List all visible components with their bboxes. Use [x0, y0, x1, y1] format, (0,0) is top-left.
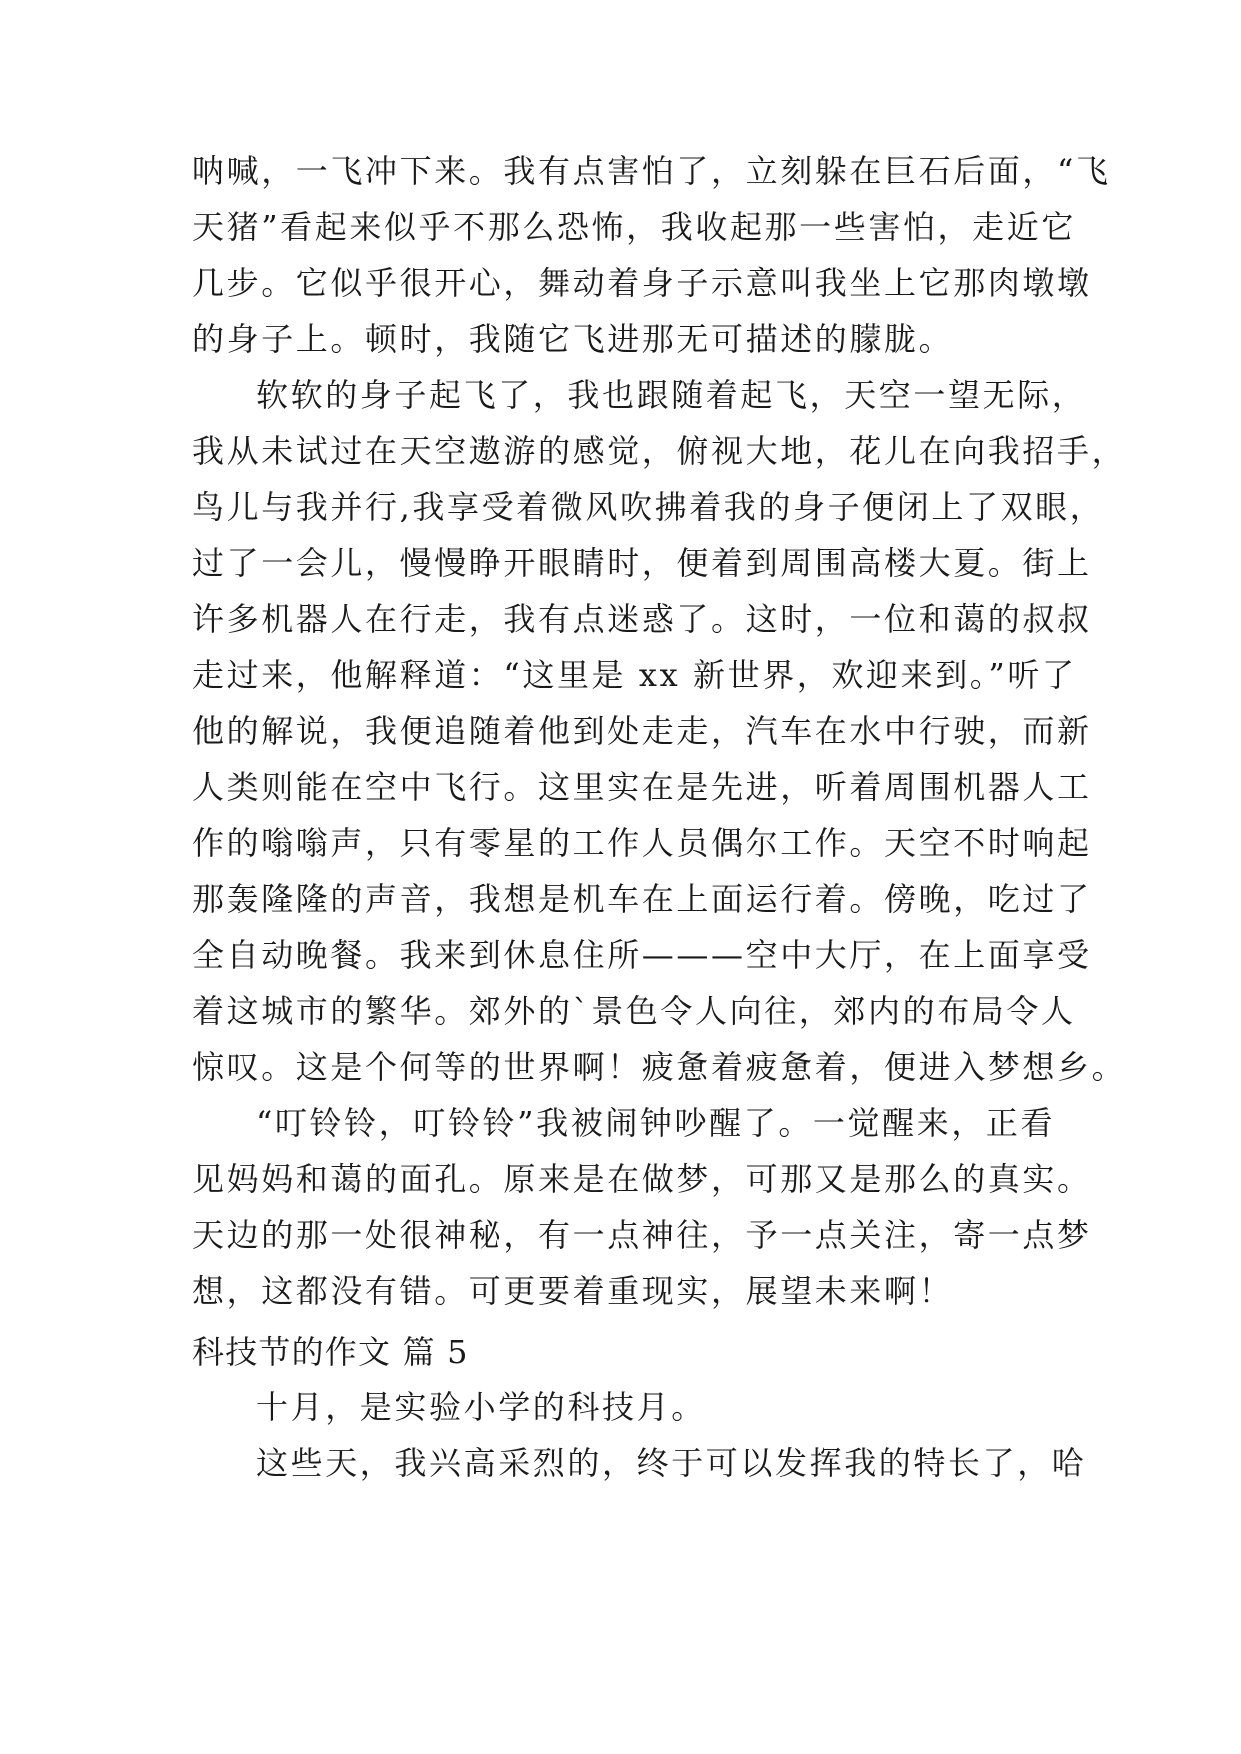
text-line-1: 呐喊，一飞冲下来。我有点害怕了，立刻躲在巨石后面，“飞	[192, 152, 1111, 190]
text-line-4: 的身子上。顿时，我随它飞进那无可描述的朦胧。	[192, 320, 954, 358]
text-line-19: 见妈妈和蔼的面孔。原来是在做梦，可那又是那么的真实。	[192, 1160, 1092, 1198]
paragraph-5-first-line: 这些天，我兴高采烈的，终于可以发挥我的特长了，哈	[256, 1444, 1087, 1482]
text-line-7: 鸟儿与我并行,我享受着微风吹拂着我的身子便闭上了双眼，	[192, 488, 1105, 526]
text-line-11: 他的解说，我便追随着他到处走走，汽车在水中行驶，而新	[192, 712, 1092, 750]
text-line-13: 作的嗡嗡声，只有零星的工作人员偶尔工作。天空不时响起	[192, 824, 1092, 862]
text-line-6: 我从未试过在天空遨游的感觉，俯视大地，花儿在向我招手，	[192, 432, 1127, 470]
paragraph-2-first-line: 软软的身子起飞了，我也跟随着起飞，天空一望无际，	[256, 376, 1087, 414]
text-line-8: 过了一会儿，慢慢睁开眼睛时，便着到周围高楼大夏。街上	[192, 544, 1092, 582]
text-line-9: 许多机器人在行走，我有点迷惑了。这时，一位和蔼的叔叔	[192, 600, 1092, 638]
text-line-10: 走过来，他解释道：“这里是 xx 新世界，欢迎来到。”听了	[192, 656, 1077, 694]
text-line-17: 惊叹。这是个何等的世界啊！疲惫着疲惫着，便进入梦想乡。	[192, 1048, 1127, 1086]
text-line-15: 全自动晚餐。我来到休息住所———空中大厅，在上面享受	[192, 936, 1092, 974]
section-heading: 科技节的作文 篇 5	[192, 1333, 469, 1371]
paragraph-3-first-line: “叮铃铃，叮铃铃”我被闹钟吵醒了。一觉醒来，正看	[256, 1104, 1056, 1142]
text-line-20: 天边的那一处很神秘，有一点神往，予一点关注，寄一点梦	[192, 1216, 1092, 1254]
text-line-21: 想，这都没有错。可更要着重现实，展望未来啊！	[192, 1272, 954, 1310]
paragraph-4-first-line: 十月，是实验小学的科技月。	[256, 1388, 706, 1426]
text-line-2: 天猪”看起来似乎不那么恐怖，我收起那一些害怕，走近它	[192, 208, 1076, 246]
text-line-3: 几步。它似乎很开心，舞动着身子示意叫我坐上它那肉墩墩	[192, 264, 1092, 302]
text-line-12: 人类则能在空中飞行。这里实在是先进，听着周围机器人工	[192, 768, 1092, 806]
text-line-14: 那轰隆隆的声音，我想是机车在上面运行着。傍晚，吃过了	[192, 880, 1092, 918]
text-line-16: 着这城市的繁华。郊外的`景色令人向往，郊内的布局令人	[192, 992, 1076, 1030]
